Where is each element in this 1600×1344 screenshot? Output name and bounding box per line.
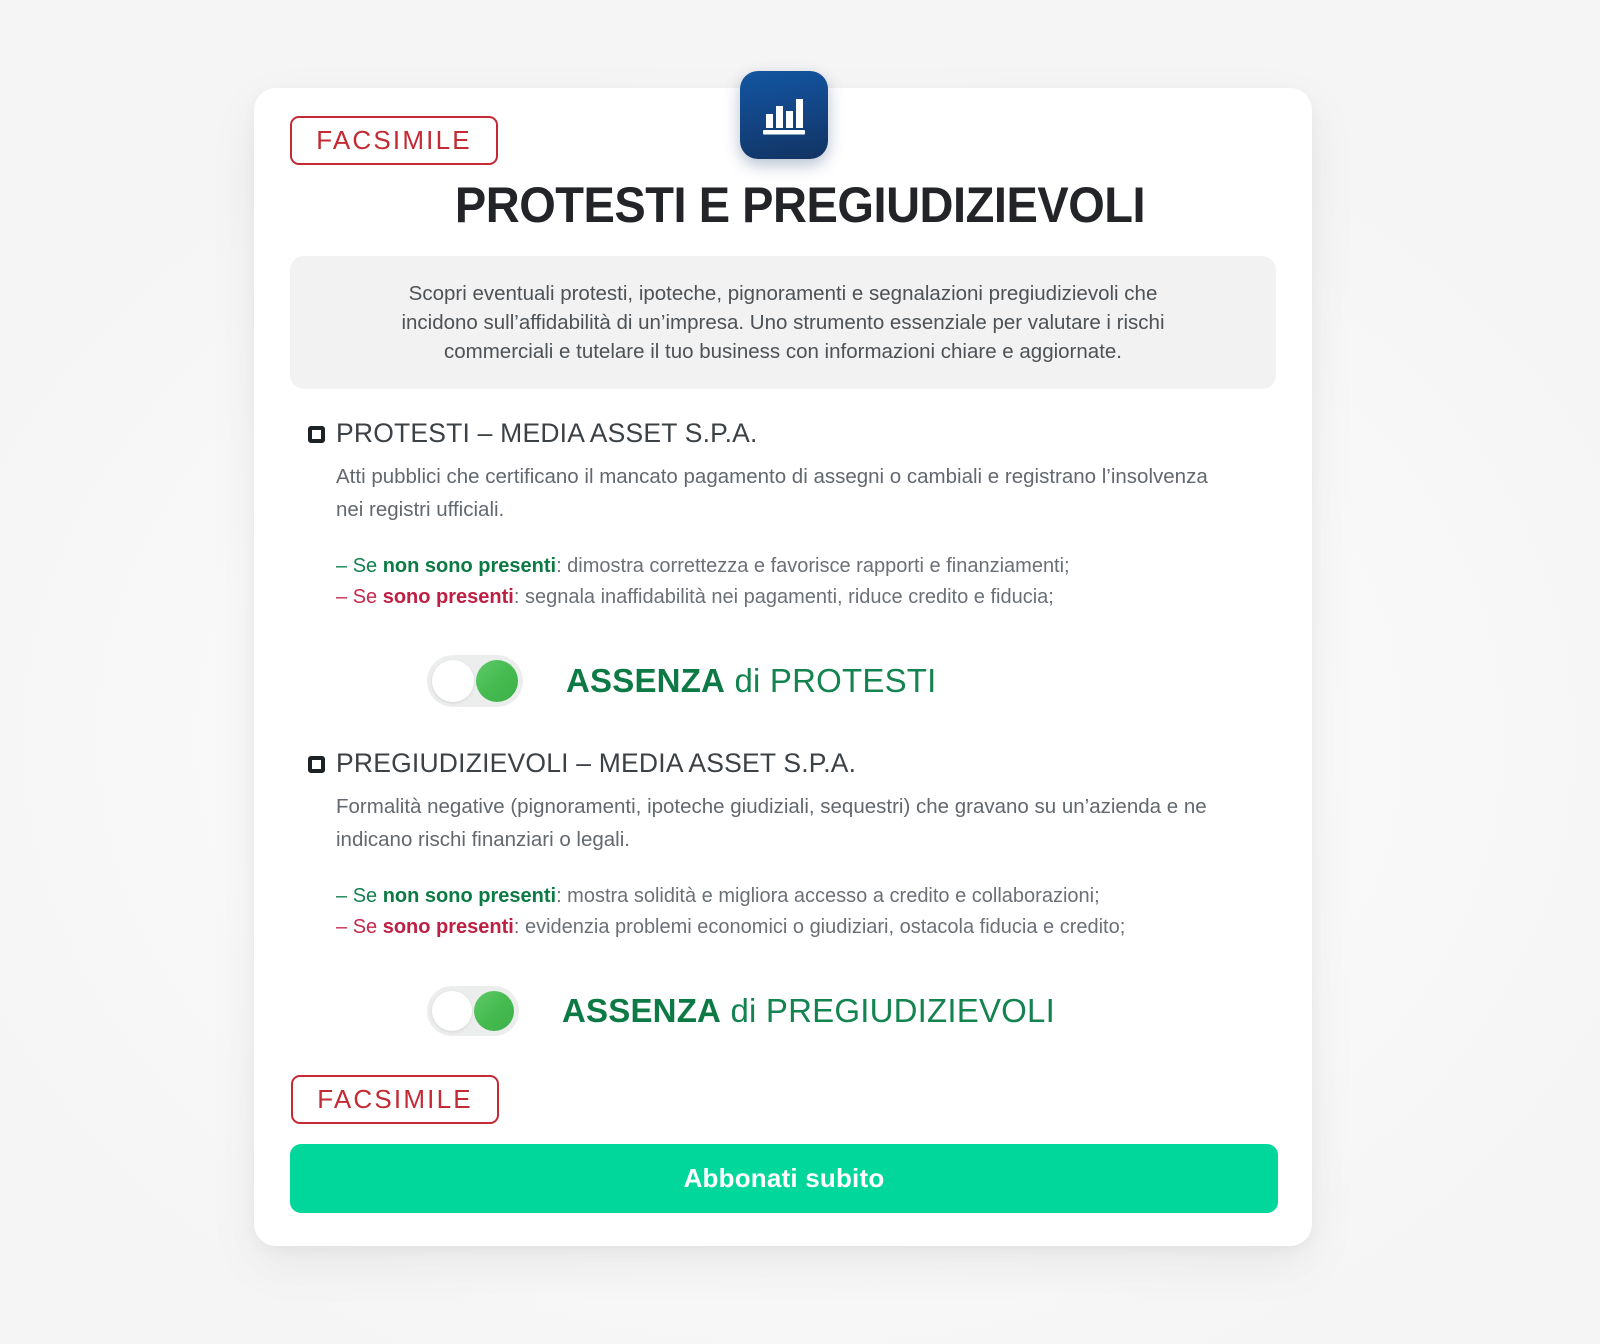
condition-list <box>0 551 1600 612</box>
condition-strong: non sono presenti <box>382 555 557 578</box>
condition-rest: : mostra solidità e migliora accesso a credito e collaborazioni; <box>556 885 1100 908</box>
square-bullet-icon <box>308 426 325 443</box>
section-heading-label: PREGIUDIZIEVOLI – MEDIA ASSET S.P.A. <box>336 748 857 778</box>
toggle-knob-off <box>432 660 474 702</box>
description-box <box>290 256 1276 389</box>
condition-item-positive <box>336 551 1600 581</box>
section-heading-row <box>0 418 1600 449</box>
condition-item-negative <box>336 912 1600 942</box>
section-pregiudizievoli <box>0 748 1600 942</box>
facsimile-badge-top: FACSIMILE <box>290 116 498 165</box>
condition-strong: non sono presenti <box>382 885 557 908</box>
toggle-label-strong: ASSENZA <box>566 662 726 699</box>
toggle-knob-on <box>474 991 514 1031</box>
toggle-knob-on <box>476 660 518 702</box>
condition-lead: Se <box>352 585 383 608</box>
page-title: PROTESTI E PREGIUDIZIEVOLI <box>454 177 1146 233</box>
section-heading-label: PROTESTI – MEDIA ASSET S.P.A. <box>336 418 758 448</box>
condition-strong: sono presenti <box>382 915 514 938</box>
condition-dash: – <box>336 915 348 938</box>
condition-rest: : dimostra correttezza e favorisce rapporti e finanziamenti; <box>556 555 1070 578</box>
section-body-text: Atti pubblici che certificano il mancato pagamento di assegni o cambiali e registrano l’insolvenza nei registri ufficiali. <box>336 465 1208 522</box>
toggle-label-pregiudizievoli <box>562 992 1055 1030</box>
toggle-switch-protesti[interactable] <box>427 655 523 707</box>
section-body-text: Formalità negative (pignoramenti, ipoteche giudiziali, sequestri) che gravano su un’azienda e ne indicano rischi finanziari o legali. <box>336 795 1207 852</box>
section-heading-row <box>0 748 1600 779</box>
square-bullet-icon <box>308 756 325 773</box>
condition-item-negative <box>336 582 1600 612</box>
subscribe-button[interactable]: Abbonati subito <box>290 1144 1278 1213</box>
toggle-label-rest: di PREGIUDIZIEVOLI <box>721 992 1055 1029</box>
condition-lead: Se <box>352 555 383 578</box>
toggle-label-rest: di PROTESTI <box>725 662 937 699</box>
toggle-switch-pregiudizievoli[interactable] <box>427 986 519 1036</box>
condition-lead: Se <box>352 915 383 938</box>
condition-dash: – <box>336 555 348 578</box>
toggle-knob-off <box>432 991 472 1031</box>
toggle-row-protesti <box>427 655 937 707</box>
facsimile-badge-bottom: FACSIMILE <box>291 1075 499 1124</box>
condition-lead: Se <box>352 885 383 908</box>
toggle-row-pregiudizievoli <box>427 986 1055 1036</box>
condition-dash: – <box>336 585 348 608</box>
toggle-label-protesti <box>566 662 937 700</box>
bar-chart-icon <box>740 71 828 159</box>
section-protesti <box>0 418 1600 612</box>
condition-item-positive <box>336 881 1600 911</box>
toggle-label-strong: ASSENZA <box>562 992 722 1029</box>
condition-strong: sono presenti <box>382 585 514 608</box>
condition-rest: : segnala inaffidabilità nei pagamenti, riduce credito e fiducia; <box>513 585 1054 608</box>
description-text: Scopri eventuali protesti, ipoteche, pignoramenti e segnalazioni pregiudizievoli che incidono sull’affidabilità di un’impresa. Uno strumento essenziale per valutare i rischi commerciali e tutelare il tuo business con informazioni chiare e aggiornate. <box>401 281 1165 364</box>
condition-list <box>0 881 1600 942</box>
condition-rest: : evidenzia problemi economici o giudiziari, ostacola fiducia e credito; <box>513 915 1126 938</box>
condition-dash: – <box>336 885 348 908</box>
